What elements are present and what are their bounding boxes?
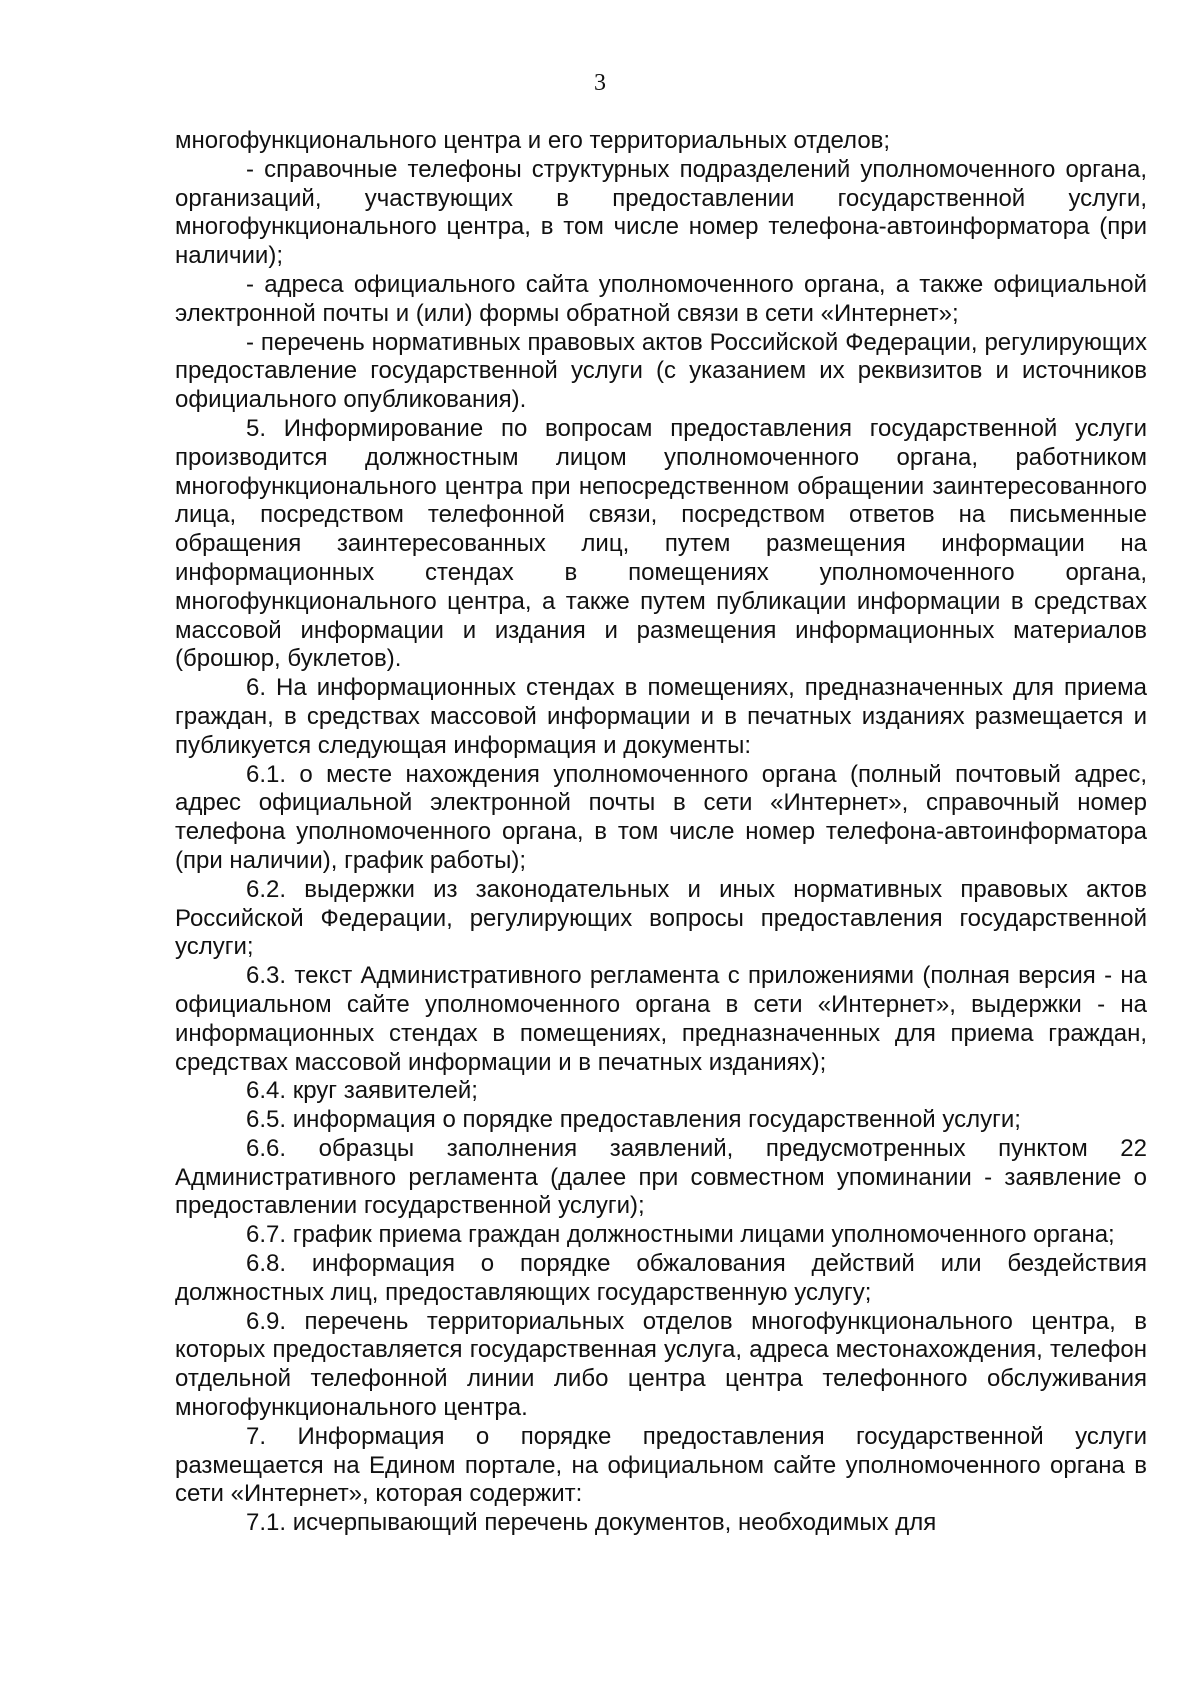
paragraph: 7.1. исчерпывающий перечень документов, необходимых для bbox=[246, 1509, 937, 1537]
document-body bbox=[175, 127, 1147, 1538]
paragraph: 6.6. образцы заполнения заявлений, предусмотренных пунктом 22 Административного регламента (далее при совместном упоминании - заявление о предоставлении государственной услуги); bbox=[175, 1134, 1147, 1220]
paragraph: 6.3. текст Административного регламента с приложениями (полная версия - на официальном сайте уполномоченного органа в сети «Интернет», выдержки - на информационных стендах в помещениях, предназначенных для приема граждан, средствах массовой информации и в печатных изданиях); bbox=[175, 962, 1147, 1076]
paragraph: 6.5. информация о порядке предоставления государственной услуги; bbox=[246, 1106, 1021, 1134]
paragraph: 6.1. о месте нахождения уполномоченного органа (полный почтовый адрес, адрес официальной электронной почты в сети «Интернет», справочный номер телефона уполномоченного органа, в том числе номер телефона-автоинформатора (при наличии), график работы); bbox=[175, 760, 1147, 874]
paragraph: 7. Информация о порядке предоставления государственной услуги размещается на Едином портале, на официальном сайте уполномоченного органа в сети «Интернет», которая содержит: bbox=[175, 1422, 1147, 1508]
paragraph: 6.4. круг заявителей; bbox=[246, 1077, 478, 1105]
paragraph: 5. Информирование по вопросам предоставления государственной услуги производится должностным лицом уполномоченного органа, работником многофункционального центра при непосредственном обращении заинтересованного лица, посредством телефонной связи, посредством ответов на письменные обращения заинтересованных лиц, путем размещения информации на информационных стендах в помещениях уполномоченного органа, многофункционального центра, а также путем публикации информации в средствах массовой информации и издания и размещения информационных материалов (брошюр, буклетов). bbox=[175, 414, 1147, 673]
page-number: 3 bbox=[594, 70, 606, 96]
paragraph: 6.8. информация о порядке обжалования действий или бездействия должностных лиц, предоставляющих государственную услугу; bbox=[175, 1250, 1147, 1306]
paragraph: 6.7. график приема граждан должностными лицами уполномоченного органа; bbox=[246, 1221, 1115, 1249]
paragraph: - справочные телефоны структурных подразделений уполномоченного органа, организаций, участвующих в предоставлении государственной услуги, многофункционального центра, в том числе номер телефона-автоинформатора (при наличии); bbox=[175, 155, 1147, 270]
paragraph: 6. На информационных стендах в помещениях, предназначенных для приема граждан, в средствах массовой информации и в печатных изданиях размещается и публикуется следующая информация и документы: bbox=[175, 674, 1147, 759]
paragraph: - перечень нормативных правовых актов Российской Федерации, регулирующих предоставление государственной услуги (с указанием их реквизитов и источников официального опубликования). bbox=[175, 328, 1147, 414]
paragraph: многофункционального центра и его территориальных отделов; bbox=[175, 127, 891, 154]
paragraph: 6.2. выдержки из законодательных и иных нормативных правовых актов Российской Федерации, регулирующих вопросы предоставления государственной услуги; bbox=[175, 875, 1147, 961]
paragraph: - адреса официального сайта уполномоченного органа, а также официальной электронной почты и (или) формы обратной связи в сети «Интернет»; bbox=[175, 270, 1147, 327]
paragraph: 6.9. перечень территориальных отделов многофункционального центра, в которых предоставляется государственная услуга, адреса местонахождения, телефон отдельной телефонной линии либо центра центра телефонного обслуживания многофункционального центра. bbox=[175, 1307, 1147, 1422]
